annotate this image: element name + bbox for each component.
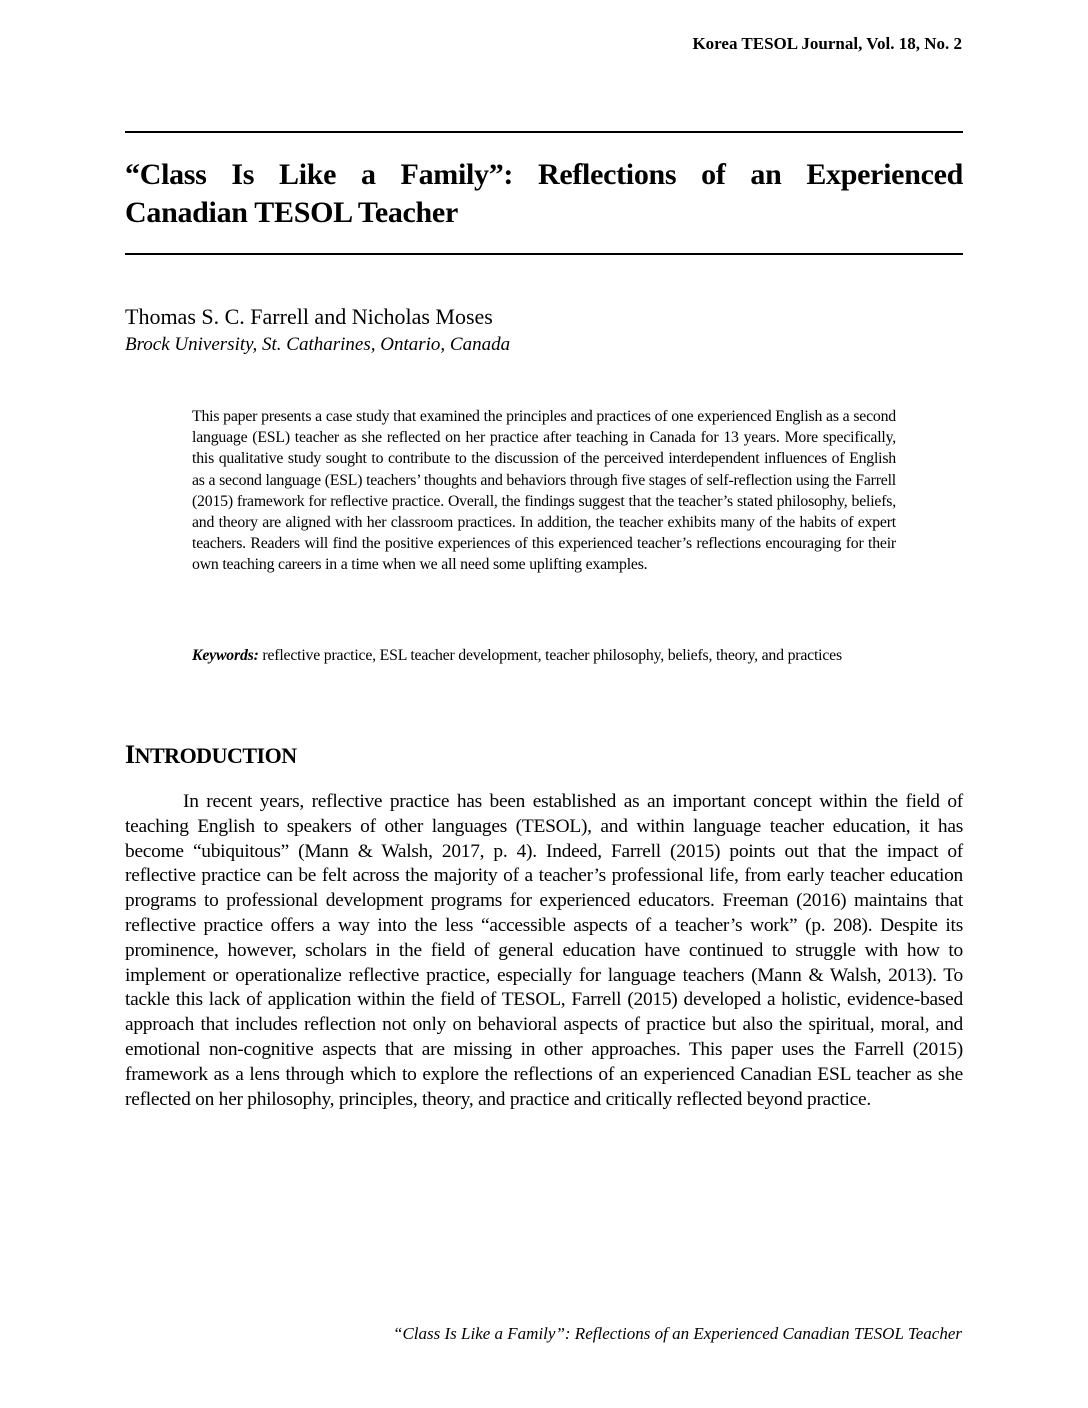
running-header: Korea TESOL Journal, Vol. 18, No. 2 [692, 34, 962, 53]
title-line-2: Canadian TESOL Teacher [125, 196, 458, 229]
affiliation: Brock University, St. Catharines, Ontario, Canada [125, 334, 511, 355]
title-rule-top [125, 131, 963, 133]
keywords-label: Keywords: [192, 647, 259, 664]
abstract: This paper presents a case study that examined the principles and practices of one experienced English as a second language (ESL) teacher as she reflected on her practice after teaching in Canada for 13 years. More specifically, this qualitative study sought to contribute to the discussion of the perceived interdependent influences of English as a second language (ESL) teachers’ thoughts and behaviors through five stages of self-reflection using the Farrell (2015) framework for reflective practice. Overall, the findings suggest that the teacher’s stated philosophy, beliefs, and theory are aligned with her classroom practices. In addition, the teacher exhibits many of the habits of expert teachers. Readers will find the positive experiences of this experienced teacher’s reflections encouraging for their own teaching careers in a time when we all need some uplifting examples. [192, 408, 896, 574]
authors: Thomas S. C. Farrell and Nicholas Moses [125, 304, 493, 329]
section-heading-introduction [125, 740, 297, 770]
running-footer: “Class Is Like a Family”: Reflections of an Experienced Canadian TESOL Teacher [393, 1324, 962, 1343]
intro-paragraph: In recent years, reflective practice has been established as an important concept within the field of teaching English to speakers of other languages (TESOL), and within language teacher education, it has become “ubiquitous” (Mann & Walsh, 2017, p. 4). Indeed, Farrell (2015) points out that the impact of reflective practice can be felt across the majority of a teacher’s professional life, from early teacher education programs to professional development programs for experienced educators. Freeman (2016) maintains that reflective practice offers a way into the less “accessible aspects of a teacher’s work” (p. 208). Despite its prominence, however, scholars in the field of general education have continued to struggle with how to implement or operationalize reflective practice, especially for language teachers (Mann & Walsh, 2013). To tackle this lack of application within the field of TESOL, Farrell (2015) developed a holistic, evidence-based approach that includes reflection not only on behavioral aspects of practice but also the spiritual, moral, and emotional non-cognitive aspects that are missing in other approaches. This paper uses the Farrell (2015) framework as a lens through which to explore the reflections of an experienced Canadian ESL teacher as she reflected on her philosophy, principles, theory, and practice and critically reflected beyond practice. [125, 791, 963, 1110]
section-heading-initial: I [125, 740, 135, 769]
keywords [192, 645, 896, 666]
title-line-1: “Class Is Like a Family”: Reflections of an Experienced [125, 158, 963, 191]
title-rule-bottom [125, 253, 963, 255]
article-title [125, 156, 963, 232]
section-heading-rest: NTRODUCTION [134, 743, 297, 768]
keywords-list: reflective practice, ESL teacher development, teacher philosophy, beliefs, theory, and practices [258, 647, 842, 664]
